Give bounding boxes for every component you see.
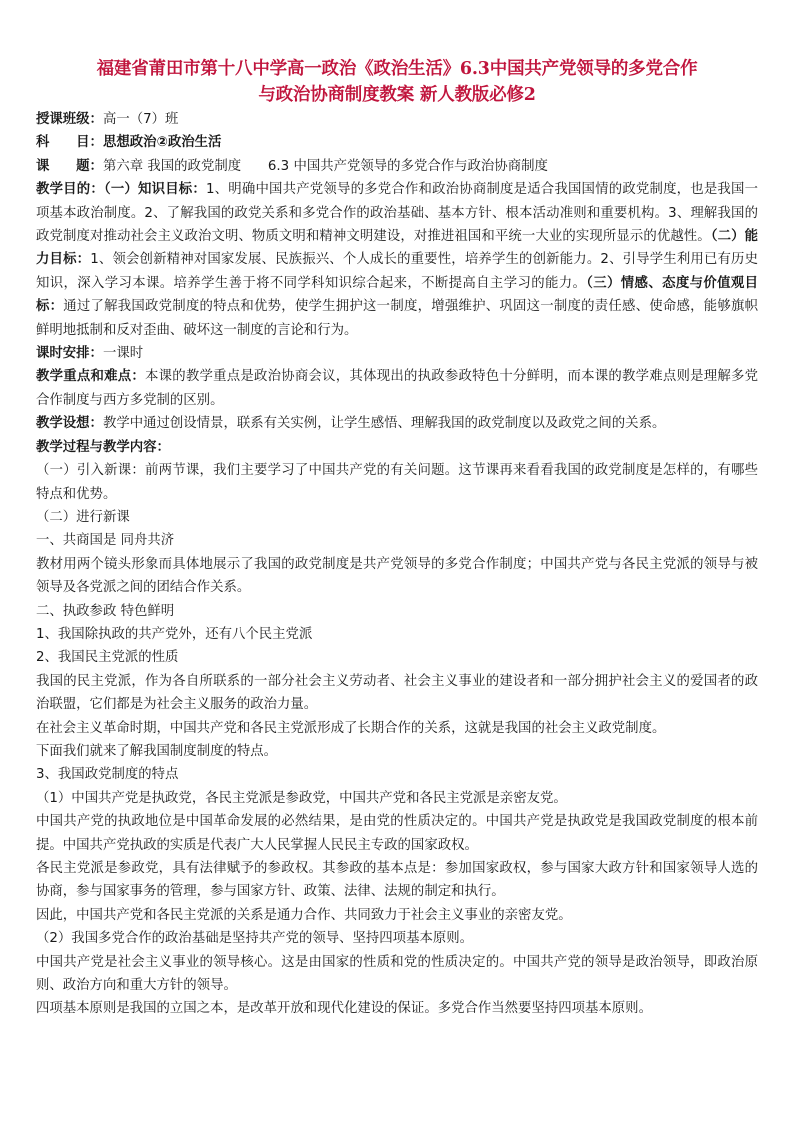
design-label: 教学设想： bbox=[36, 416, 103, 432]
meta-subject-value: 思想政治②政治生活 bbox=[102, 135, 222, 151]
body-paragraph: （二）进行新课 bbox=[36, 509, 130, 525]
focus-label: 教学重点和难点： bbox=[36, 369, 146, 385]
body-paragraph: （1）中国共产党是执政党，各民主党派是参政党，中国共产党和各民主党派是亲密友党。 bbox=[36, 790, 567, 806]
document-page bbox=[36, 56, 758, 1021]
ability-goal-label: （二）能力目标： bbox=[36, 229, 758, 268]
focus-text: 本课的教学重点是政治协商会议，其体现出的执政参政特色十分鲜明，而本课的教学难点则是理解多党合作制度与西方多党制的区别。 bbox=[36, 369, 759, 408]
document-title bbox=[36, 56, 758, 108]
meta-topic-label: 课 题： bbox=[36, 158, 103, 174]
body-paragraph: 二、执政参政 特色鲜明 bbox=[36, 603, 175, 619]
body-paragraph: 下面我们就来了解我国制度制度的特点。 bbox=[36, 743, 278, 759]
knowledge-goal-text: 1、明确中国共产党领导的多党合作和政治协商制度是适合我国国情的政党制度，也是我国一项基本政治制度。2、了解我国的政党关系和多党合作的政治基础、基本方针、根本活动准则和重要机构。3、理解我国的政党制度对推动社会主义政治文明、物质文明和精神文明建设，对推进祖国和平统一大业的实现所显示的优越性。 bbox=[36, 182, 758, 245]
design-text: 教学中通过创设情景，联系有关实例，让学生感悟、理解我国的政党制度以及政党之间的关系。 bbox=[102, 416, 666, 432]
ability-goal-text: 1、领会创新精神对国家发展、民族振兴、个人成长的重要性，培养学生的创新能力。2、引导学生利用已有历史知识，深入学习本课。培养学生善于将不同学科知识综合起来，不断提高自主学习的能力。 bbox=[36, 252, 758, 291]
objectives-label: 教学目的： bbox=[36, 182, 104, 198]
meta-subject-label: 科 目： bbox=[36, 135, 103, 151]
meta-class-value: 高一（7）班 bbox=[102, 112, 179, 127]
body-paragraph: 各民主党派是参政党，具有法律赋予的参政权。其参政的基本点是：参加国家政权，参与国家大政方针和国家领导人选的协商，参与国家事务的管理，参与国家方针、政策、法律、法规的制定和执行。 bbox=[36, 861, 758, 900]
body-paragraph: 2、我国民主党派的性质 bbox=[36, 650, 179, 666]
title-line-2: 与政治协商制度教案 新人教版必修2 bbox=[258, 85, 536, 105]
body-paragraph: 四项基本原则是我国的立国之本，是改革开放和现代化建设的保证。多党合作当然要坚持四项基本原则。 bbox=[36, 1001, 652, 1017]
schedule-label: 课时安排： bbox=[36, 346, 103, 362]
body-paragraph: 教材用两个镜头形象而具体地展示了我国的政党制度是共产党领导的多党合作制度；中国共产党与各民主党派的领导与被领导及各党派之间的团结合作关系。 bbox=[36, 556, 758, 596]
meta-class-label: 授课班级： bbox=[36, 112, 103, 127]
meta-topic-value: 第六章 我国的政党制度 6.3 中国共产党领导的多党合作与政治协商制度 bbox=[102, 158, 548, 174]
body-paragraph: 中国共产党是社会主义事业的领导核心。这是由国家的性质和党的性质决定的。中国共产党的领导是政治领导，即政治原则、政治方向和重大方针的领导。 bbox=[36, 954, 758, 994]
body-paragraph: 因此，中国共产党和各民主党派的关系是通力合作、共同致力于社会主义事业的亲密友党。 bbox=[36, 907, 572, 923]
body-paragraph: 我国的民主党派，作为各自所联系的一部分社会主义劳动者、社会主义事业的建设者和一部分拥护社会主义的爱国者的政治联盟，它们都是为社会主义服务的政治力量。 bbox=[36, 673, 758, 713]
meta-topic bbox=[36, 155, 758, 178]
process-heading: 教学过程与教学内容： bbox=[36, 439, 170, 455]
body-paragraph: 3、我国政党制度的特点 bbox=[36, 767, 179, 783]
design-paragraph bbox=[36, 412, 758, 435]
emotion-goal-text: 通过了解我国政党制度的特点和优势，使学生拥护这一制度，增强维护、巩固这一制度的责任感、使命感，能够旗帜鲜明地抵制和反对歪曲、破坏这一制度的言论和行为。 bbox=[36, 299, 759, 338]
body-paragraph: （一）引入新课：前两节课，我们主要学习了中国共产党的有关问题。这节课再来看看我国的政党制度是怎样的，有哪些特点和优势。 bbox=[36, 463, 758, 502]
emotion-goal-label: （三）情感、态度与价值观目标： bbox=[36, 275, 758, 315]
body-paragraph: （2）我国多党合作的政治基础是坚持共产党的领导、坚持四项基本原则。 bbox=[36, 931, 474, 947]
schedule-value: 一课时 bbox=[102, 346, 144, 362]
objectives-paragraph bbox=[36, 178, 758, 342]
title-line-1: 福建省莆田市第十八中学高一政治《政治生活》6.3中国共产党领导的多党合作 bbox=[96, 59, 698, 79]
body-paragraph: 一、共商国是 同舟共济 bbox=[36, 533, 175, 549]
meta-class bbox=[36, 108, 758, 131]
body-paragraph: 在社会主义革命时期，中国共产党和各民主党派形成了长期合作的关系，这就是我国的社会主义政党制度。 bbox=[36, 720, 666, 736]
body-paragraph: 1、我国除执政的共产党外，还有八个民主党派 bbox=[36, 626, 313, 642]
schedule bbox=[36, 342, 758, 365]
body-paragraph: 中国共产党的执政地位是中国革命发展的必然结果，是由党的性质决定的。中国共产党是执政党是我国政党制度的根本前提。中国共产党执政的实质是代表广大人民掌握人民民主专政的国家政权。 bbox=[36, 814, 758, 853]
knowledge-goal-label: （一）知识目标： bbox=[103, 182, 206, 198]
focus-paragraph bbox=[36, 365, 758, 412]
meta-subject bbox=[36, 131, 758, 154]
